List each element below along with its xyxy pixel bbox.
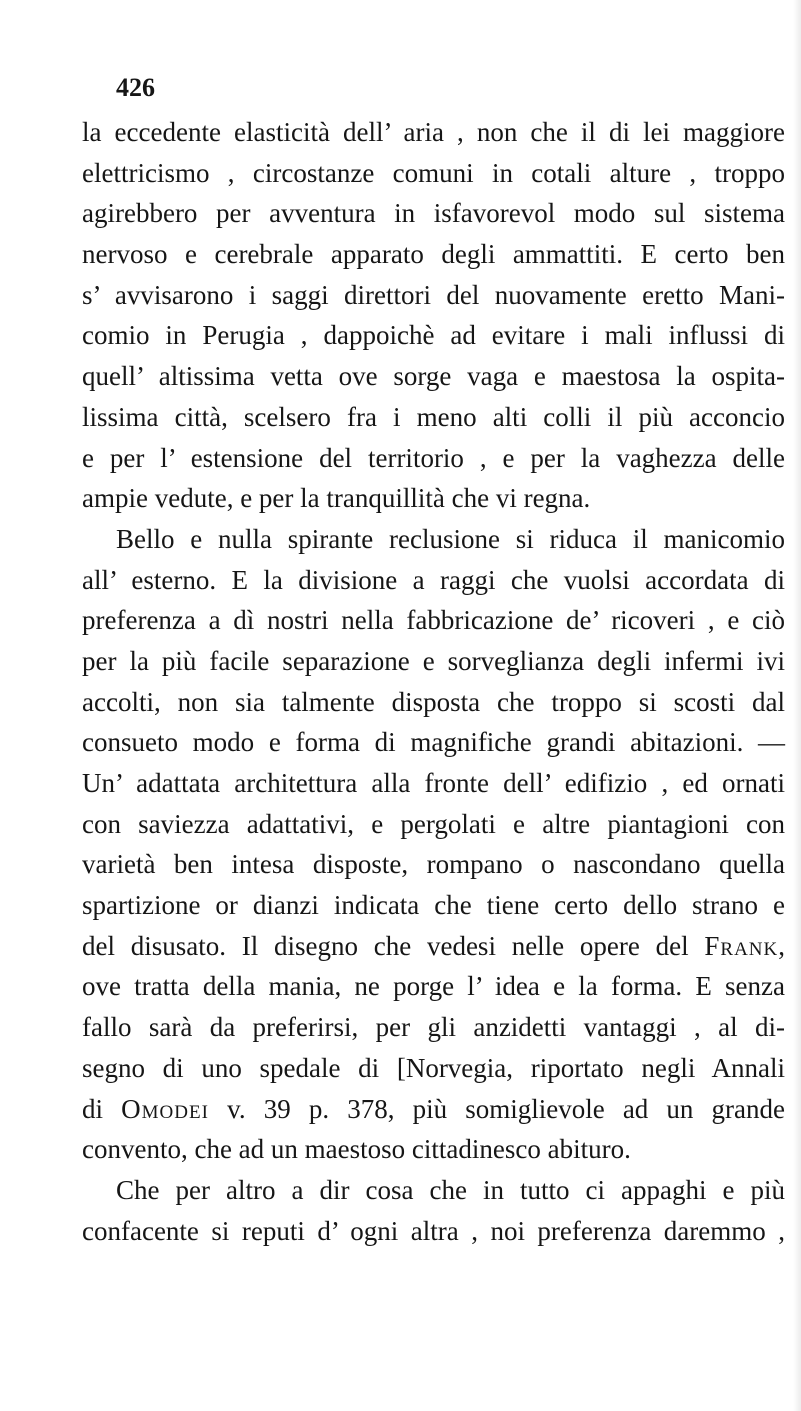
text-line: s’ avvisarono i saggi direttori del nuovamente eretto Mani- xyxy=(82,279,785,310)
text-line: e per l’ estensione del territorio , e per la vaghezza delle xyxy=(82,442,785,473)
text-segment: di xyxy=(82,1093,104,1124)
text-line xyxy=(82,1089,785,1130)
text-line: varietà ben intesa disposte, rompano o nascondano quella xyxy=(82,849,785,880)
text-line: fallo sarà da preferirsi, per gli anzidetti vantaggi , al di- xyxy=(82,1012,785,1043)
text-line: segno di uno spedale di [Norvegia, riportato negli Annali xyxy=(82,1052,785,1083)
text-line: agirebbero per avventura in isfavorevol modo sul sistema xyxy=(82,198,785,229)
text-line: quell’ altissima vetta ove sorge vaga e maestosa la ospita- xyxy=(82,361,785,392)
text-line: Bello e nulla spirante reclusione si riduca il manicomio xyxy=(116,523,785,554)
text-line: accolti, non sia talmente disposta che troppo si scosti dal xyxy=(82,686,785,717)
text-line: elettricismo , circostanze comuni in cotali alture , troppo xyxy=(82,157,785,188)
text-line: nervoso e cerebrale apparato degli ammattiti. E certo ben xyxy=(82,239,785,270)
text-line: Che per altro a dir cosa che in tutto ci appaghi e più xyxy=(116,1174,785,1205)
page-edge-shadow xyxy=(793,0,801,1411)
author-name-omodei: Omodei xyxy=(121,1093,209,1124)
text-line: spartizione or dianzi indicata che tiene certo dello strano e xyxy=(82,890,785,921)
page-number: 426 xyxy=(116,73,155,102)
text-line: Un’ adattata architettura alla fronte dell’ edifizio , ed ornati xyxy=(82,768,785,798)
author-name-frank: Frank xyxy=(704,930,779,961)
text-line: ampie vedute, e per la tranquillità che vi regna. xyxy=(82,483,591,514)
text-line: ove tratta della mania, ne porge l’ idea e la forma. E senza xyxy=(82,971,785,1002)
text-line: consueto modo e forma di magnifiche grandi abitazioni. — xyxy=(82,727,785,758)
text-line: per la più facile separazione e sorveglianza degli infermi ivi xyxy=(82,645,785,676)
text-line: lissima città, scelsero fra i meno alti colli il più acconcio xyxy=(82,401,785,432)
text-line: all’ esterno. E la divisione a raggi che vuolsi accordata di xyxy=(82,564,785,595)
text-line xyxy=(82,926,785,967)
text-line: convento, che ad un maestoso cittadinesco abituro. xyxy=(82,1134,631,1165)
body-text xyxy=(82,112,785,1251)
text-segment: , xyxy=(778,930,785,961)
text-line: la eccedente elasticità dell’ aria , non che il di lei maggiore xyxy=(82,117,785,147)
text-segment: v. 39 p. 378, più somiglievole ad un grande xyxy=(227,1093,786,1124)
text-line: preferenza a dì nostri nella fabbricazione de’ ricoveri , e ciò xyxy=(82,605,785,636)
text-line: confacente si reputi d’ ogni altra , noi preferenza daremmo , xyxy=(82,1215,785,1246)
text-line: comio in Perugia , dappoichè ad evitare i mali influssi di xyxy=(82,320,785,351)
text-segment: del disusato. Il disegno che vedesi nelle opere del xyxy=(82,930,689,961)
text-line: con saviezza adattativi, e pergolati e altre piantagioni con xyxy=(82,808,785,839)
